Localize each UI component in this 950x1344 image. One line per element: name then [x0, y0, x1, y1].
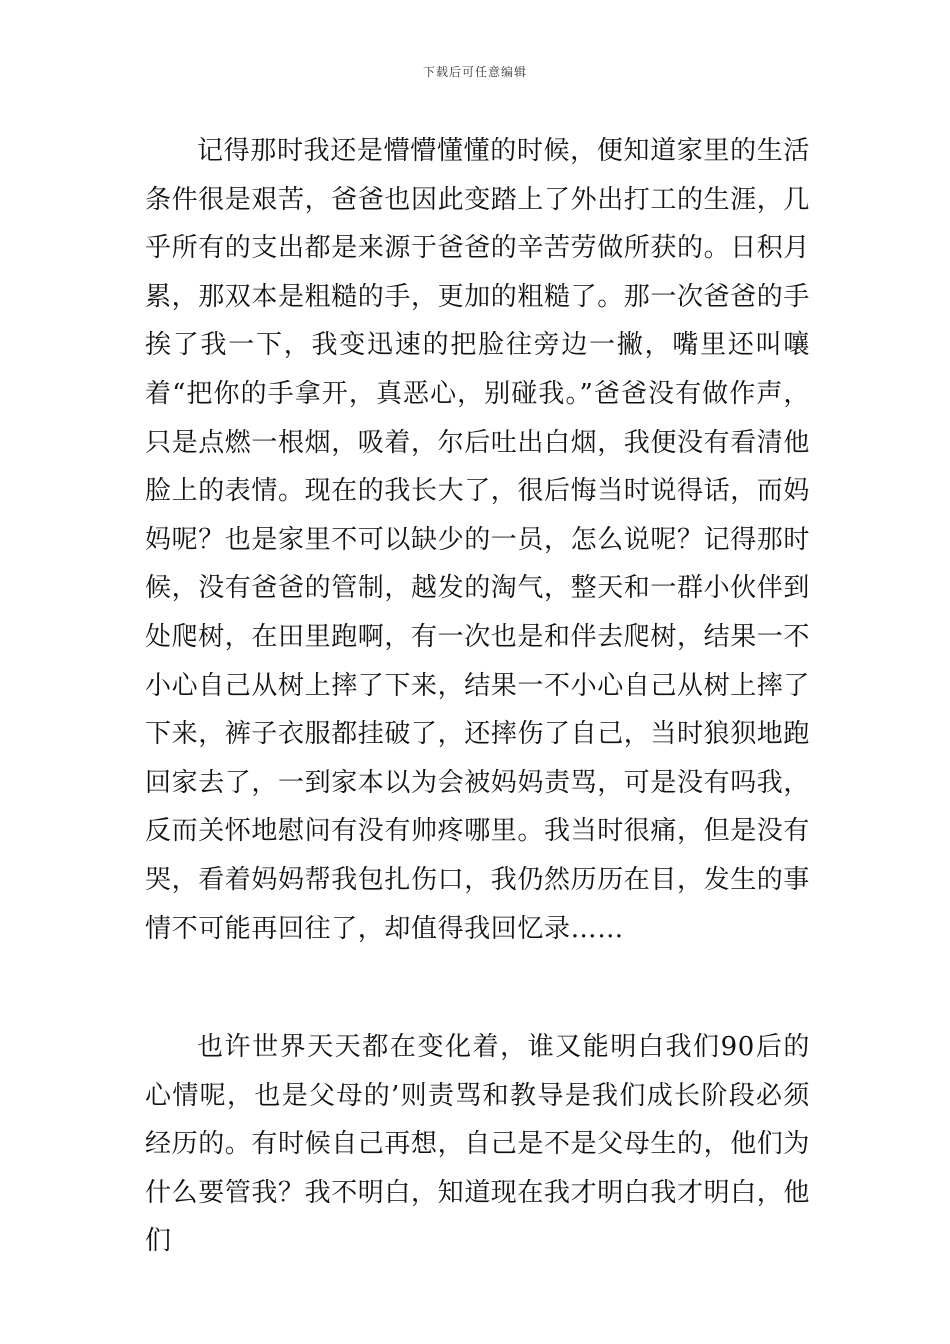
paragraph-1-container — [145, 127, 810, 953]
paragraph-2-container — [145, 1023, 810, 1266]
paragraph-1: 记得那时我还是懵懵懂懂的时候，便知道家里的生活条件很是艰苦，爸爸也因此变踏上了外出打工的生涯，几乎所有的支出都是来源于爸爸的辛苦劳做所获的。日积月累，那双本是粗糙的手，更加的粗糙了。那一次爸爸的手挨了我一下，我变迅速的把脸往旁边一撇，嘴里还叫嚷着“把你的手拿开，真恶心，别碰我。”爸爸没有做作声，只是点燃一根烟，吸着，尔后吐出白烟，我便没有看清他脸上的表情。现在的我长大了，很后悔当时说得话，而妈妈呢？也是家里不可以缺少的一员，怎么说呢？记得那时候，没有爸爸的管制，越发的淘气，整天和一群小伙伴到处爬树，在田里跑啊，有一次也是和伴去爬树，结果一不小心自己从树上摔了下来，结果一不小心自己从树上摔了下来，裤子衣服都挂破了，还摔伤了自己，当时狼狈地跑回家去了，一到家本以为会被妈妈责骂，可是没有吗我，反而关怀地慰问有没有帅疼哪里。我当时很痛，但是没有哭，看着妈妈帮我包扎伤口，我仍然历历在目，发生的事情不可能再回往了，却值得我回忆录…… — [145, 136, 811, 944]
paragraph-2: 也许世界天天都在变化着，谁又能明白我们90后的心情呢，也是父母的’则责骂和教导是我们成长阶段必须经历的。有时候自己再想，自己是不是父母生的，他们为什么要管我？我不明白，知道现在我才明白我才明白，他们 — [145, 1032, 811, 1257]
page-header: 下载后可任意编辑 — [422, 65, 527, 79]
